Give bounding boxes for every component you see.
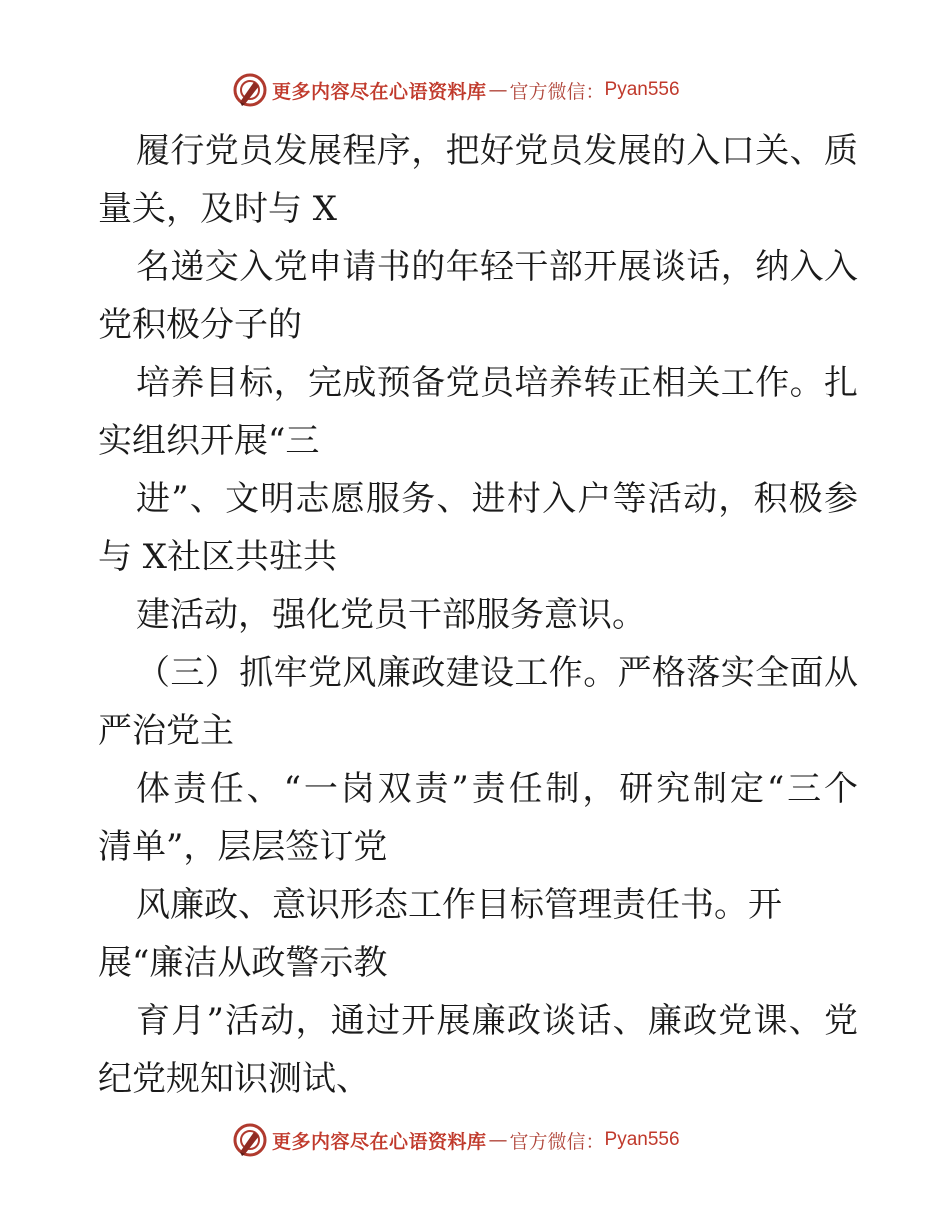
footer-banner	[232, 1120, 680, 1160]
footer-dash: —	[488, 1129, 508, 1151]
text-line: 纪党规知识测试、	[98, 1059, 370, 1099]
text-line: 实组织开展“三	[98, 421, 320, 461]
text-line: 党积极分子的	[98, 305, 302, 345]
text-line: 严治党主	[98, 711, 234, 751]
header-wechat-label: 官方微信：	[509, 80, 605, 103]
text-line: 培养目标，完成预备党员培养转正相关工作。扎	[136, 363, 858, 403]
header-wechat-id: Pyan556	[604, 79, 680, 100]
text-line: 清单”，层层签订党	[98, 827, 388, 867]
header-banner	[232, 70, 680, 110]
text-line: 与 X社区共驻共	[98, 537, 338, 577]
pen-logo-icon	[232, 1122, 268, 1158]
text-line: 履行党员发展程序，把好党员发展的入口关、质	[136, 131, 858, 171]
text-line: 量关，及时与 X	[98, 189, 338, 229]
text-line: 名递交入党申请书的年轻干部开展谈话，纳入入	[136, 247, 858, 287]
header-dash: —	[488, 79, 508, 101]
footer-site-name: 更多内容尽在心语资料库	[272, 1130, 487, 1153]
body-text	[98, 122, 858, 1108]
text-line: 风廉政、意识形态工作目标管理责任书。开	[136, 885, 782, 925]
text-line: 进”、文明志愿服务、进村入户等活动，积极参	[136, 479, 858, 519]
header-site-name: 更多内容尽在心语资料库	[272, 80, 487, 103]
pen-logo-icon	[232, 72, 268, 108]
text-line: 育月”活动，通过开展廉政谈话、廉政党课、党	[136, 1001, 858, 1041]
footer-wechat-label: 官方微信：	[509, 1130, 605, 1153]
text-line: 展“廉洁从政警示教	[98, 943, 388, 983]
text-line: 建活动，强化党员干部服务意识。	[136, 595, 646, 635]
footer-wechat-id: Pyan556	[604, 1129, 680, 1150]
section-heading-line: （三）抓牢党风廉政建设工作。严格落实全面从	[136, 653, 858, 693]
text-line: 体责任、“一岗双责”责任制，研究制定“三个	[136, 769, 858, 809]
